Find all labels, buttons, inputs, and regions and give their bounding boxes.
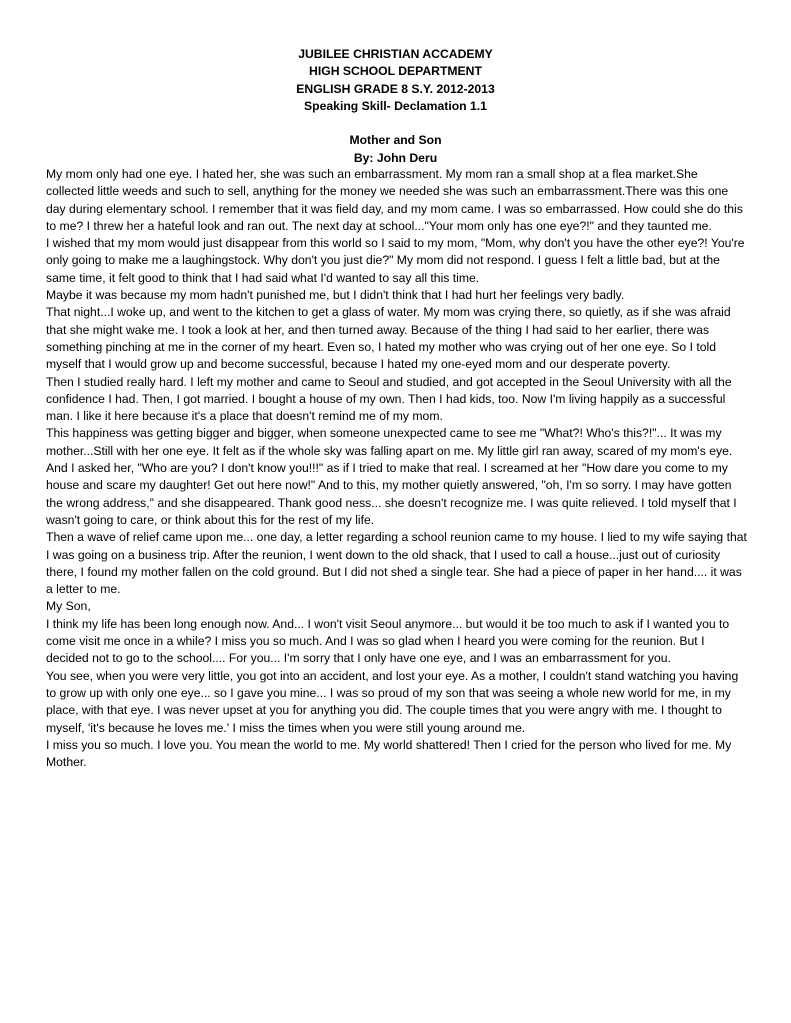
paragraph: This happiness was getting bigger and bigger, when someone unexpected came to see me "What?! Who's this?!"... It was my mother...Still with her one eye. It felt as if the whole sky was falling apart on me. My little girl ran away, scared of my mom's eye.: [46, 426, 733, 458]
document-header: [0, 46, 791, 167]
story-body: [46, 166, 748, 771]
paragraph: And I asked her, "Who are you? I don't know you!!!" as if I tried to make that real. I screamed at her "How dare you come to my house and scare my daughter! Get out here now!" And to this, my mother quietly answered, "oh, I'm so sorry. I may have gotten the wrong address," and she disappeared. Thank good ness... she doesn't recognize me. I was quite relieved. I told myself that I wasn't going to care, or think about this for the rest of my life.: [46, 461, 737, 527]
paragraph: That night...I woke up, and went to the kitchen to get a glass of water. My mom was crying there, so quietly, as if she was afraid that she might wake me. I took a look at her, and then turned away. Because of the thing I had said to her earlier, there was something pinching at me in the corner of my heart. Even so, I hated my mother who was crying out of her one eye. So I told myself that I would grow up and become successful, because I hated my one-eyed mom and our desperate poverty.: [46, 305, 731, 372]
school-name: JUBILEE CHRISTIAN ACCADEMY: [298, 47, 493, 61]
grade-and-school-year: ENGLISH GRADE 8 S.Y. 2012-2013: [296, 81, 495, 96]
header-spacer: [0, 115, 791, 132]
paragraph: I wished that my mom would just disappear from this world so I said to my mom, "Mom, why don't you have the other eye?! You're only going to make me a laughingstock. Why don't you just die?" My mom did not respond. I guess I felt a little bad, but at the same time, it felt good to think that I had said what I'd wanted to say all this time.: [46, 236, 745, 285]
paragraph: My mom only had one eye. I hated her, she was such an embarrassment. My mom ran a small shop at a flea market.She collected little weeds and such to sell, anything for the money we needed she was such an embarrassment.There was this one day during elementary school. I remember that it was field day, and my mom came. I was so embarrassed. How could she do this to me? I threw her a hateful look and ran out. The next day at school..."Your mom only has one eye?!" and they taunted me.: [46, 167, 743, 233]
speaking-skill-label: Speaking Skill- Declamation 1.1: [304, 98, 487, 113]
story-author: By: John Deru: [353, 150, 438, 165]
paragraph: Then a wave of relief came upon me... one day, a letter regarding a school reunion came to my house. I lied to my wife saying that I was going on a business trip. After the reunion, I went down to the old shack, that I used to call a house...just out of curiosity there, I found my mother fallen on the cold ground. But I did not shed a single tear. She had a piece of paper in her hand.... it was a letter to me.: [46, 530, 747, 597]
paragraph: You see, when you were very little, you got into an accident, and lost your eye. As a mother, I couldn't stand watching you having to grow up with only one eye... so I gave you mine... I was so proud of my son that was seeing a whole new world for me, in my place, with that eye. I was never upset at you for anything you did. The couple times that you were angry with me. I thought to myself, 'it's because he loves me.' I miss the times when you were still young around me.: [46, 668, 739, 735]
paragraph: Then I studied really hard. I left my mother and came to Seoul and studied, and got accepted in the Seoul University with all the confidence I had. Then, I got married. I bought a house of my own. Then I had kids, too. Now I'm living happily as a successful man. I like it here because it's a place that doesn't remind me of my mom.: [46, 374, 732, 424]
department-name: HIGH SCHOOL DEPARTMENT: [309, 64, 482, 79]
letter-salutation: My Son,: [46, 599, 91, 614]
paragraph: I think my life has been long enough now. And... I won't visit Seoul anymore... but would it be too much to ask if I wanted you to come visit me once in a while? I miss you so much. And I was so glad when I heard you were coming for the reunion. But I decided not to go to the school.... For you... I'm sorry that I only have one eye, and I was an embarrassment for you.: [46, 616, 730, 666]
paragraph: Maybe it was because my mom hadn't punished me, but I didn't think that I had hurt her feelings very badly.: [46, 288, 625, 303]
story-title: Mother and Son: [349, 133, 442, 148]
paragraph: I miss you so much. I love you. You mean the world to me. My world shattered! Then I cried for the person who lived for me. My Mother.: [46, 737, 732, 770]
